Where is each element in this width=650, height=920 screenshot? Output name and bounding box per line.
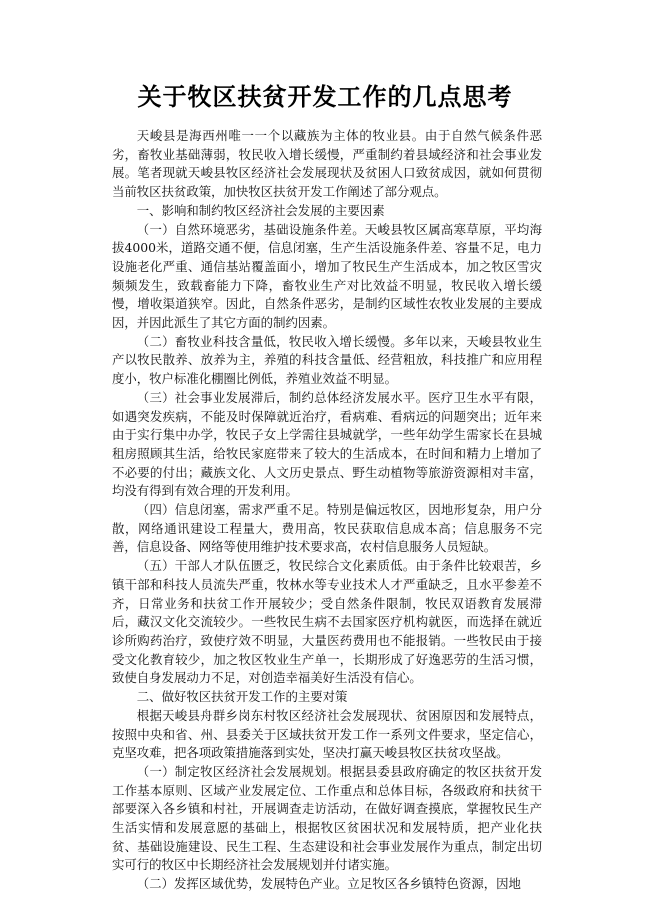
- paragraph: 根据天峻县舟群乡岗东村牧区经济社会发展现状、贫困原因和发展特点，按照中央和省、州、县委关于区域扶贫开发工作一系列文件要求，坚定信心，克坚攻难，把各项政策措施落到实处，坚决打赢天峻县牧区扶贫攻坚战。: [112, 707, 542, 761]
- paragraph: （四）信息闭塞，需求严重不足。特别是偏远牧区，因地形复杂，用户分散，网络通讯建设工程量大，费用高，牧民获取信息成本高；信息服务不完善，信息设备、网络等使用维护技术要求高，农村信息服务人员短缺。: [112, 502, 542, 555]
- paragraph: （五）干部人才队伍匮乏，牧民综合文化素质低。由于条件比较艰苦，乡镇干部和科技人员流失严重，牧林水等专业技术人才严重缺乏，且水平参差不齐，日常业务和扶贫工作开展较少；受自然条件限制，牧民双语教育发展滞后，藏汉文化交流较少。一些牧民生病不去国家医疗机构就医，而选择在就近诊所购药治疗，致使疗效不明显，大量医药费用也不能报销。一些牧民由于接受文化教育较少，加之牧区牧业生产单一，长期形成了好逸恶劳的生活习惯，致使自身发展动力不足，对创造幸福美好生活没有信心。: [112, 558, 542, 686]
- paragraph: （一）自然环境恶劣，基础设施条件差。天峻县牧区属高寒草原，平均海拔4000米，道路交通不便，信息闭塞，生产生活设施条件差、容量不足，电力设施老化严重、通信基站覆盖面小，增加了牧民生产生活成本，加之牧区雪灾频频发生，致载畜能力下降，畜牧业生产对比效益不明显，牧民收入增长缓慢，增收渠道狭窄。因此，自然条件恶劣，是制约区域性农牧业发展的主要成因，并因此派生了其它方面的制约因素。: [112, 221, 542, 331]
- document-body: [112, 127, 542, 894]
- paragraph: （三）社会事业发展滞后，制约总体经济发展水平。医疗卫生水平有限，如遇突发疾病，不能及时保障就近治疗，看病难、看病远的问题突出；近年来由于实行集中办学，牧民子女上学需往县城就学，一些年幼学生需家长在县城租房照顾其生活，给牧民家庭带来了较大的生活成本，在时间和精力上增加了不必要的付出；藏族文化、人文历史景点、野生动植物等旅游资源相对丰富，均没有得到有效合理的开发利用。: [112, 389, 542, 499]
- paragraph: （二）畜牧业科技含量低，牧民收入增长缓慢。多年以来，天峻县牧业生产以牧民散养、放养为主，养殖的科技含量低、经营粗放，科技推广和应用程度小，牧户标准化棚圈比例低，养殖业效益不明显。: [112, 333, 542, 387]
- section-heading-1: 一、影响和制约牧区经济社会发展的主要因素: [136, 202, 385, 218]
- section-heading-2: 二、做好牧区扶贫开发工作的主要对策: [136, 689, 348, 705]
- paragraph: （二）发挥区域优势，发展特色产业。立足牧区各乡镇特色资源，因地: [136, 876, 521, 892]
- document-title: 关于牧区扶贫开发工作的几点思考: [137, 83, 513, 111]
- paragraph: （一）制定牧区经济社会发展规划。根据县委县政府确定的牧区扶贫开发工作基本原则、区域产业发展定位、工作重点和总体目标，各级政府和扶贫干部要深入各乡镇和村社，开展调查走访活动，在做好调查摸底，掌握牧民生产生活实情和发展意愿的基础上，根据牧区贫困状况和发展特质，把产业化扶贫、基础设施建设、民生工程、生态建设和社会事业发展作为重点，制定出切实可行的牧区中长期经济社会发展规划并付诸实施。: [112, 763, 542, 873]
- paragraph-intro: 天峻县是海西州唯一一个以藏族为主体的牧业县。由于自然气候条件恶劣，畜牧业基础薄弱，牧民收入增长缓慢，严重制约着县域经济和社会事业发展。笔者现就天峻县牧区经济社会发展现状及贫困人口致贫成因，就如何贯彻当前牧区扶贫政策，加快牧区扶贫开发工作阐述了部分观点。: [112, 128, 542, 200]
